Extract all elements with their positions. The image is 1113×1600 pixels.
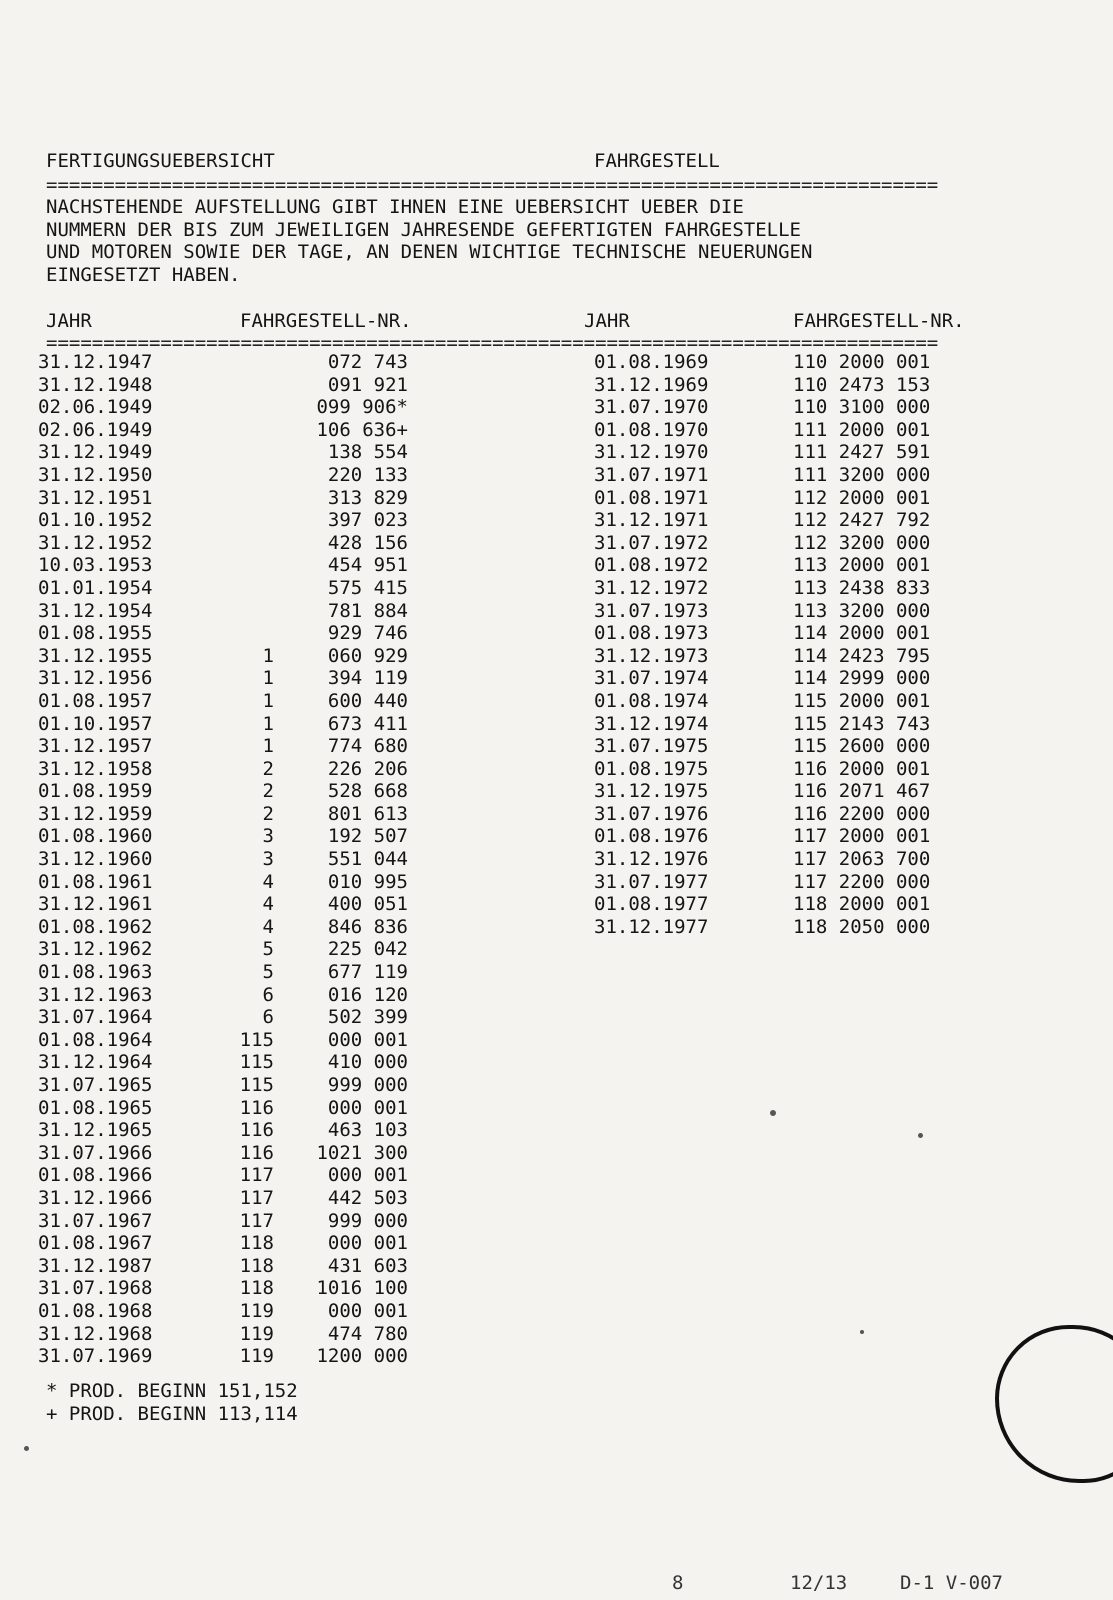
table-row xyxy=(594,825,984,848)
row-chassis-number: 113 3200 000 xyxy=(793,599,931,622)
table-row xyxy=(38,848,418,871)
row-date: 31.12.1959 xyxy=(38,802,153,825)
table-row xyxy=(38,1300,418,1323)
table-row xyxy=(38,1210,418,1233)
row-chassis-number: 016 120 xyxy=(327,983,408,1006)
row-date: 31.12.1961 xyxy=(38,893,153,916)
ink-speck xyxy=(770,1110,776,1116)
row-number-prefix: 1 xyxy=(262,667,274,690)
row-chassis-number: 110 2000 001 xyxy=(793,351,931,373)
row-date: 31.12.1987 xyxy=(38,1254,153,1277)
row-chassis-number: 929 746 xyxy=(327,622,408,645)
row-date: 31.12.1962 xyxy=(38,938,153,961)
row-number-prefix: 118 xyxy=(239,1232,274,1255)
row-chassis-number: 110 2473 153 xyxy=(793,373,931,396)
row-number-prefix: 6 xyxy=(262,983,274,1006)
table-row xyxy=(38,961,418,984)
row-chassis-number: 111 2000 001 xyxy=(793,418,931,441)
row-chassis-number: 138 554 xyxy=(327,441,408,464)
row-chassis-number: 502 399 xyxy=(327,1006,408,1029)
page-number: 8 xyxy=(672,1572,684,1594)
row-number-prefix: 116 xyxy=(239,1119,274,1142)
row-date: 31.12.1973 xyxy=(594,644,709,667)
row-number-prefix: 116 xyxy=(239,1096,274,1119)
table-row xyxy=(594,464,984,487)
row-chassis-number: 116 2200 000 xyxy=(793,802,931,825)
row-chassis-number: 106 636+ xyxy=(316,418,408,441)
row-chassis-number: 117 2000 001 xyxy=(793,825,931,848)
left-production-table xyxy=(38,351,418,1368)
row-number-prefix: 119 xyxy=(239,1299,274,1322)
row-number-prefix: 117 xyxy=(239,1164,274,1187)
row-number-prefix: 4 xyxy=(262,915,274,938)
row-chassis-number: 091 921 xyxy=(327,373,408,396)
row-date: 31.07.1965 xyxy=(38,1074,153,1096)
row-date: 31.12.1974 xyxy=(594,712,709,735)
ink-blot xyxy=(995,1325,1113,1483)
row-chassis-number: 000 001 xyxy=(327,1164,408,1187)
table-row xyxy=(38,984,418,1007)
row-chassis-number: 575 415 xyxy=(327,576,408,599)
row-chassis-number: 060 929 xyxy=(327,644,408,667)
row-chassis-number: 115 2143 743 xyxy=(793,712,931,735)
row-date: 31.07.1964 xyxy=(38,1006,153,1029)
row-number-prefix: 119 xyxy=(239,1322,274,1345)
row-chassis-number: 781 884 xyxy=(327,599,408,622)
row-number-prefix: 4 xyxy=(262,870,274,893)
row-date: 01.08.1966 xyxy=(38,1164,153,1187)
table-row xyxy=(594,441,984,464)
row-chassis-number: 313 829 xyxy=(327,486,408,509)
row-chassis-number: 677 119 xyxy=(327,961,408,984)
row-date: 31.07.1975 xyxy=(594,735,709,758)
row-date: 31.12.1949 xyxy=(38,441,153,464)
row-date: 31.12.1976 xyxy=(594,848,709,871)
intro-line-3: UND MOTOREN SOWIE DER TAGE, AN DENEN WICHTIGE TECHNISCHE NEUERUNGEN xyxy=(46,241,813,264)
right-column-header-number: FAHRGESTELL-NR. xyxy=(793,310,965,332)
row-chassis-number: 117 2063 700 xyxy=(793,848,931,871)
row-chassis-number: 000 001 xyxy=(327,1299,408,1322)
table-row xyxy=(38,1164,418,1187)
table-row xyxy=(594,396,984,419)
row-date: 01.08.1959 xyxy=(38,780,153,803)
row-date: 31.07.1966 xyxy=(38,1141,153,1164)
row-chassis-number: 117 2200 000 xyxy=(793,870,931,893)
table-row xyxy=(38,825,418,848)
left-column-header-number: FAHRGESTELL-NR. xyxy=(240,310,412,332)
row-date: 01.08.1974 xyxy=(594,689,709,712)
row-chassis-number: 115 2000 001 xyxy=(793,689,931,712)
row-number-prefix: 2 xyxy=(262,780,274,803)
table-row xyxy=(594,600,984,623)
row-date: 31.07.1973 xyxy=(594,599,709,622)
row-chassis-number: 999 000 xyxy=(327,1074,408,1096)
row-chassis-number: 111 3200 000 xyxy=(793,463,931,486)
row-chassis-number: 394 119 xyxy=(327,667,408,690)
row-chassis-number: 431 603 xyxy=(327,1254,408,1277)
table-row xyxy=(594,916,984,939)
table-row xyxy=(38,916,418,939)
row-number-prefix: 119 xyxy=(239,1345,274,1368)
table-row xyxy=(38,622,418,645)
row-chassis-number: 673 411 xyxy=(327,712,408,735)
row-date: 31.12.1960 xyxy=(38,848,153,871)
table-row xyxy=(38,532,418,555)
row-date: 01.08.1961 xyxy=(38,870,153,893)
row-date: 31.12.1966 xyxy=(38,1186,153,1209)
table-row xyxy=(38,464,418,487)
table-row xyxy=(594,577,984,600)
row-chassis-number: 397 023 xyxy=(327,509,408,532)
row-number-prefix: 1 xyxy=(262,735,274,758)
row-chassis-number: 225 042 xyxy=(327,938,408,961)
row-date: 31.12.1954 xyxy=(38,599,153,622)
table-row xyxy=(594,803,984,826)
row-number-prefix: 118 xyxy=(239,1277,274,1300)
row-date: 01.08.1955 xyxy=(38,622,153,645)
row-date: 31.12.1957 xyxy=(38,735,153,758)
row-number-prefix: 115 xyxy=(239,1028,274,1051)
row-chassis-number: 600 440 xyxy=(327,689,408,712)
row-date: 01.08.1957 xyxy=(38,689,153,712)
footnote-plus: + PROD. BEGINN 113,114 xyxy=(46,1402,298,1425)
table-row xyxy=(38,1323,418,1346)
row-date: 01.08.1973 xyxy=(594,622,709,645)
row-date: 31.12.1948 xyxy=(38,373,153,396)
row-chassis-number: 192 507 xyxy=(327,825,408,848)
row-number-prefix: 116 xyxy=(239,1141,274,1164)
row-chassis-number: 846 836 xyxy=(327,915,408,938)
table-row xyxy=(38,1232,418,1255)
table-row xyxy=(38,780,418,803)
row-chassis-number: 072 743 xyxy=(327,351,408,373)
row-chassis-number: 114 2423 795 xyxy=(793,644,931,667)
row-chassis-number: 010 995 xyxy=(327,870,408,893)
row-chassis-number: 110 3100 000 xyxy=(793,396,931,419)
intro-line-4: EINGESETZT HABEN. xyxy=(46,263,241,286)
row-chassis-number: 118 2050 000 xyxy=(793,915,931,938)
document-title: FERTIGUNGSUEBERSICHT xyxy=(46,150,275,172)
row-date: 31.07.1971 xyxy=(594,463,709,486)
table-row xyxy=(38,1051,418,1074)
table-row xyxy=(38,1097,418,1120)
table-row xyxy=(38,1006,418,1029)
table-row xyxy=(38,758,418,781)
row-date: 01.08.1970 xyxy=(594,418,709,441)
row-date: 31.07.1967 xyxy=(38,1209,153,1232)
row-number-prefix: 115 xyxy=(239,1051,274,1074)
table-row xyxy=(38,577,418,600)
row-date: 31.12.1950 xyxy=(38,463,153,486)
row-date: 31.12.1971 xyxy=(594,509,709,532)
table-row xyxy=(38,396,418,419)
table-row xyxy=(38,713,418,736)
table-row xyxy=(38,803,418,826)
row-chassis-number: 116 2071 467 xyxy=(793,780,931,803)
row-number-prefix: 4 xyxy=(262,893,274,916)
table-row xyxy=(594,690,984,713)
table-row xyxy=(38,667,418,690)
row-chassis-number: 528 668 xyxy=(327,780,408,803)
row-chassis-number: 114 2999 000 xyxy=(793,667,931,690)
row-chassis-number: 410 000 xyxy=(327,1051,408,1074)
row-chassis-number: 1016 100 xyxy=(316,1277,408,1300)
row-number-prefix: 1 xyxy=(262,644,274,667)
table-row xyxy=(38,1345,418,1368)
row-chassis-number: 474 780 xyxy=(327,1322,408,1345)
row-date: 31.12.1970 xyxy=(594,441,709,464)
intro-line-2: NUMMERN DER BIS ZUM JEWEILIGEN JAHRESENDE GEFERTIGTEN FAHRGESTELLE xyxy=(46,218,801,241)
row-date: 01.08.1963 xyxy=(38,961,153,984)
row-chassis-number: 118 2000 001 xyxy=(793,893,931,916)
row-date: 01.08.1977 xyxy=(594,893,709,916)
table-row xyxy=(38,871,418,894)
row-date: 01.08.1964 xyxy=(38,1028,153,1051)
table-row xyxy=(38,374,418,397)
row-date: 02.06.1949 xyxy=(38,418,153,441)
row-date: 31.12.1975 xyxy=(594,780,709,803)
row-chassis-number: 000 001 xyxy=(327,1096,408,1119)
row-number-prefix: 117 xyxy=(239,1186,274,1209)
row-date: 01.08.1976 xyxy=(594,825,709,848)
table-row xyxy=(594,780,984,803)
table-row xyxy=(38,441,418,464)
row-number-prefix: 5 xyxy=(262,938,274,961)
footer-date-code: 12/13 xyxy=(790,1572,848,1594)
table-row xyxy=(594,645,984,668)
row-date: 31.07.1968 xyxy=(38,1277,153,1300)
table-row xyxy=(38,554,418,577)
row-chassis-number: 454 951 xyxy=(327,554,408,577)
row-date: 31.07.1970 xyxy=(594,396,709,419)
footer-reference-code: D-1 V-007 xyxy=(900,1572,1003,1594)
row-date: 31.12.1952 xyxy=(38,531,153,554)
footnote-asterisk: * PROD. BEGINN 151,152 xyxy=(46,1380,298,1402)
ink-speck xyxy=(24,1446,29,1451)
row-chassis-number: 220 133 xyxy=(327,463,408,486)
table-row xyxy=(594,532,984,555)
table-row xyxy=(38,690,418,713)
row-chassis-number: 428 156 xyxy=(327,531,408,554)
row-number-prefix: 1 xyxy=(262,712,274,735)
row-date: 01.01.1954 xyxy=(38,576,153,599)
row-date: 31.12.1972 xyxy=(594,576,709,599)
row-date: 31.12.1964 xyxy=(38,1051,153,1074)
table-row xyxy=(38,735,418,758)
table-row xyxy=(594,509,984,532)
table-row xyxy=(594,419,984,442)
row-date: 01.08.1969 xyxy=(594,351,709,373)
row-chassis-number: 463 103 xyxy=(327,1119,408,1142)
row-chassis-number: 551 044 xyxy=(327,848,408,871)
table-row xyxy=(38,1277,418,1300)
row-date: 01.08.1965 xyxy=(38,1096,153,1119)
header-rule: ============================================================================== xyxy=(46,177,939,193)
table-row xyxy=(38,487,418,510)
row-date: 02.06.1949 xyxy=(38,396,153,419)
table-row xyxy=(594,735,984,758)
table-row xyxy=(38,600,418,623)
row-chassis-number: 111 2427 591 xyxy=(793,441,931,464)
row-date: 31.12.1965 xyxy=(38,1119,153,1142)
row-chassis-number: 1200 000 xyxy=(316,1345,408,1368)
row-chassis-number: 801 613 xyxy=(327,802,408,825)
row-number-prefix: 118 xyxy=(239,1254,274,1277)
row-chassis-number: 116 2000 001 xyxy=(793,757,931,780)
row-chassis-number: 000 001 xyxy=(327,1028,408,1051)
row-date: 31.07.1977 xyxy=(594,870,709,893)
row-date: 31.12.1951 xyxy=(38,486,153,509)
intro-line-1: NACHSTEHENDE AUFSTELLUNG GIBT IHNEN EINE UEBERSICHT UEBER DIE xyxy=(46,196,744,218)
row-date: 31.07.1972 xyxy=(594,531,709,554)
table-row xyxy=(594,758,984,781)
row-chassis-number: 999 000 xyxy=(327,1209,408,1232)
left-column-header-year: JAHR xyxy=(46,310,92,332)
column-header-rule: ============================================================================== xyxy=(46,335,939,351)
table-row xyxy=(38,893,418,916)
document-section-title: FAHRGESTELL xyxy=(594,150,720,172)
table-row xyxy=(38,1255,418,1278)
row-date: 31.12.1969 xyxy=(594,373,709,396)
row-chassis-number: 099 906* xyxy=(316,396,408,419)
row-date: 01.08.1968 xyxy=(38,1299,153,1322)
row-date: 31.12.1968 xyxy=(38,1322,153,1345)
table-row xyxy=(594,374,984,397)
row-date: 31.12.1956 xyxy=(38,667,153,690)
row-number-prefix: 3 xyxy=(262,825,274,848)
ink-speck xyxy=(860,1330,864,1334)
row-date: 01.08.1975 xyxy=(594,757,709,780)
table-row xyxy=(38,351,418,374)
row-date: 10.03.1953 xyxy=(38,554,153,577)
table-row xyxy=(594,487,984,510)
row-chassis-number: 112 2000 001 xyxy=(793,486,931,509)
table-row xyxy=(594,667,984,690)
table-row xyxy=(38,1187,418,1210)
row-number-prefix: 5 xyxy=(262,961,274,984)
table-row xyxy=(38,1074,418,1097)
table-row xyxy=(594,713,984,736)
row-chassis-number: 113 2000 001 xyxy=(793,554,931,577)
table-row xyxy=(594,351,984,374)
table-row xyxy=(38,509,418,532)
row-chassis-number: 774 680 xyxy=(327,735,408,758)
table-row xyxy=(594,871,984,894)
row-date: 31.07.1976 xyxy=(594,802,709,825)
row-chassis-number: 114 2000 001 xyxy=(793,622,931,645)
row-chassis-number: 000 001 xyxy=(327,1232,408,1255)
row-chassis-number: 226 206 xyxy=(327,757,408,780)
row-date: 01.08.1967 xyxy=(38,1232,153,1255)
row-chassis-number: 115 2600 000 xyxy=(793,735,931,758)
table-row xyxy=(594,622,984,645)
row-date: 31.12.1963 xyxy=(38,983,153,1006)
row-number-prefix: 117 xyxy=(239,1209,274,1232)
table-row xyxy=(594,893,984,916)
right-production-table xyxy=(594,351,984,938)
row-date: 31.12.1958 xyxy=(38,757,153,780)
row-number-prefix: 6 xyxy=(262,1006,274,1029)
table-row xyxy=(38,1142,418,1165)
row-date: 01.08.1960 xyxy=(38,825,153,848)
table-row xyxy=(38,1119,418,1142)
row-chassis-number: 1021 300 xyxy=(316,1141,408,1164)
row-chassis-number: 442 503 xyxy=(327,1186,408,1209)
row-number-prefix: 1 xyxy=(262,689,274,712)
row-date: 01.10.1957 xyxy=(38,712,153,735)
row-number-prefix: 2 xyxy=(262,757,274,780)
right-column-header-year: JAHR xyxy=(584,310,630,332)
row-number-prefix: 115 xyxy=(239,1074,274,1096)
row-date: 01.08.1972 xyxy=(594,554,709,577)
row-number-prefix: 2 xyxy=(262,802,274,825)
row-chassis-number: 112 3200 000 xyxy=(793,531,931,554)
row-date: 01.08.1971 xyxy=(594,486,709,509)
row-date: 31.07.1969 xyxy=(38,1345,153,1368)
table-row xyxy=(594,848,984,871)
row-date: 31.12.1977 xyxy=(594,915,709,938)
table-row xyxy=(38,645,418,668)
ink-speck xyxy=(918,1133,923,1138)
row-date: 31.12.1955 xyxy=(38,644,153,667)
table-row xyxy=(594,554,984,577)
row-date: 31.07.1974 xyxy=(594,667,709,690)
row-number-prefix: 3 xyxy=(262,848,274,871)
row-chassis-number: 112 2427 792 xyxy=(793,509,931,532)
row-date: 31.12.1947 xyxy=(38,351,153,373)
row-date: 01.10.1952 xyxy=(38,509,153,532)
row-chassis-number: 400 051 xyxy=(327,893,408,916)
row-chassis-number: 113 2438 833 xyxy=(793,576,931,599)
table-row xyxy=(38,938,418,961)
row-date: 01.08.1962 xyxy=(38,915,153,938)
table-row xyxy=(38,1029,418,1052)
table-row xyxy=(38,419,418,442)
